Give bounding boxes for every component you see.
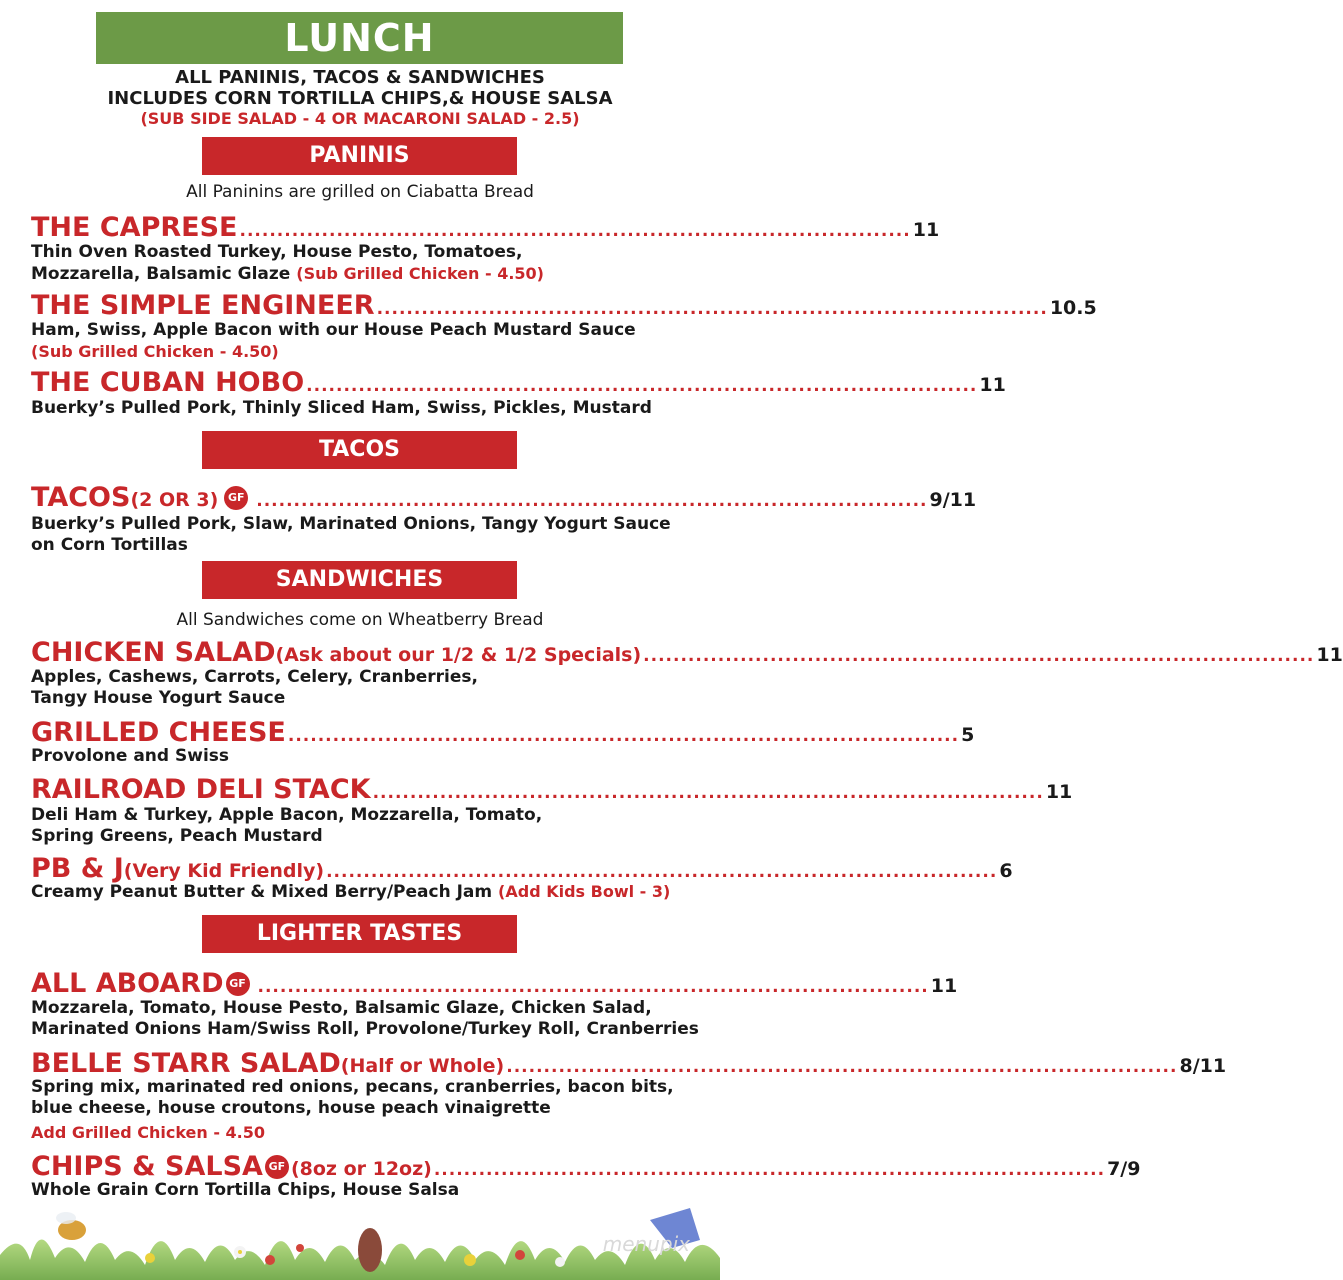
description-line: Spring mix, marinated red onions, pecans, cranberries, bacon bits, xyxy=(31,1077,674,1097)
item-description xyxy=(31,1077,711,1119)
menu-item-belle-starr-salad xyxy=(31,1048,1227,1080)
item-description xyxy=(31,881,711,903)
item-note: (8oz or 12oz) xyxy=(290,1158,432,1180)
description-line: Buerky’s Pulled Pork, Slaw, Marinated Onions, Tangy Yogurt Sauce xyxy=(31,514,671,534)
description-line: Ham, Swiss, Apple Bacon with our House Peach Mustard Sauce xyxy=(31,320,636,340)
item-description xyxy=(31,242,711,285)
item-price: 11 xyxy=(1316,644,1343,666)
dot-leader: .......................................................................................... xyxy=(256,491,928,511)
item-name: TACOS xyxy=(31,482,131,513)
item-price: 11 xyxy=(979,374,1006,396)
sub-option: (Sub Grilled Chicken - 4.50) xyxy=(296,264,544,283)
dot-leader: .......................................................................................... xyxy=(372,783,1044,803)
sub-option: (Sub Grilled Chicken - 4.50) xyxy=(31,342,279,361)
item-description xyxy=(31,1180,711,1201)
description-line: Whole Grain Corn Tortilla Chips, House Salsa xyxy=(31,1180,460,1200)
item-note: (Half or Whole) xyxy=(340,1055,505,1077)
item-price: 7/9 xyxy=(1107,1158,1141,1180)
menu-item-chicken-salad xyxy=(31,637,1343,669)
description-line: Provolone and Swiss xyxy=(31,746,230,766)
item-name: THE CUBAN HOBO xyxy=(31,367,305,398)
menu-item-grilled-cheese xyxy=(31,717,975,749)
dot-leader: .......................................................................................... xyxy=(506,1057,1178,1077)
item-description xyxy=(31,805,711,847)
dot-leader: .......................................................................................... xyxy=(643,646,1315,666)
item-price: 10.5 xyxy=(1049,297,1097,319)
item-name: PB & J xyxy=(31,853,124,884)
dot-leader: .......................................................................................... xyxy=(257,977,929,997)
description-line: blue cheese, house croutons, house peach vinaigrette xyxy=(31,1098,551,1118)
description-line: Tangy House Yogurt Sauce xyxy=(31,688,286,708)
item-name: RAILROAD DELI STACK xyxy=(31,774,371,805)
gluten-free-badge-icon: GF xyxy=(265,1155,289,1179)
item-name: BELLE STARR SALAD xyxy=(31,1048,341,1079)
dot-leader: .......................................................................................... xyxy=(239,221,911,241)
section-title-tacos: TACOS xyxy=(202,431,517,469)
gluten-free-badge-icon: GF xyxy=(224,486,248,510)
item-note: (Ask about our 1/2 & 1/2 Specials) xyxy=(275,644,642,666)
item-name: GRILLED CHEESE xyxy=(31,717,286,748)
section-title-paninis: PANINIS xyxy=(202,137,517,175)
description-line: on Corn Tortillas xyxy=(31,535,188,555)
dot-leader: .......................................................................................... xyxy=(433,1160,1106,1180)
description-line: Buerky’s Pulled Pork, Thinly Sliced Ham, Swiss, Pickles, Mustard xyxy=(31,398,652,418)
description-line: Mozzarella, Balsamic Glaze xyxy=(31,264,297,284)
item-name: ALL ABOARD xyxy=(31,968,224,999)
section-title-lighter-tastes: LIGHTER TASTES xyxy=(202,915,517,953)
item-description xyxy=(31,746,711,767)
section-note-paninis: All Paninins are grilled on Ciabatta Bread xyxy=(186,182,534,202)
dot-leader: .......................................................................................... xyxy=(376,299,1048,319)
item-price: 9/11 xyxy=(929,489,977,511)
item-description xyxy=(31,320,711,362)
item-description xyxy=(31,398,711,419)
item-note: (Very Kid Friendly) xyxy=(123,860,325,882)
menu-item-tacos xyxy=(31,482,977,514)
description-line: Mozzarela, Tomato, House Pesto, Balsamic Glaze, Chicken Salad, xyxy=(31,998,652,1018)
watermark: menupix xyxy=(602,1232,690,1256)
menu-item-cuban-hobo xyxy=(31,367,1006,399)
item-price: 11 xyxy=(930,975,958,997)
item-name: THE CAPRESE xyxy=(31,212,238,243)
item-description xyxy=(31,514,711,556)
dot-leader: .......................................................................................... xyxy=(306,376,978,396)
item-description xyxy=(31,998,711,1040)
menu-item-all-aboard xyxy=(31,968,958,1000)
description-line: Marinated Onions Ham/Swiss Roll, Provolone/Turkey Roll, Cranberries xyxy=(31,1019,699,1039)
item-price: 11 xyxy=(912,219,940,241)
item-price: 11 xyxy=(1045,781,1073,803)
item-price: 8/11 xyxy=(1179,1055,1227,1077)
description-line: Creamy Peanut Butter & Mixed Berry/Peach Jam xyxy=(31,882,499,902)
description-line: Spring Greens, Peach Mustard xyxy=(31,826,323,846)
add-on-option: (Add Kids Bowl - 3) xyxy=(498,882,671,901)
section-title-sandwiches: SANDWICHES xyxy=(202,561,517,599)
item-price: 5 xyxy=(961,724,975,746)
description-line: Deli Ham & Turkey, Apple Bacon, Mozzarella, Tomato, xyxy=(31,805,543,825)
add-on-option: Add Grilled Chicken - 4.50 xyxy=(31,1123,266,1142)
intro-line-3: (SUB SIDE SALAD - 4 OR MACARONI SALAD - 2.5) xyxy=(140,109,580,128)
item-note: (2 OR 3) xyxy=(130,489,219,511)
dot-leader: .......................................................................................... xyxy=(326,862,998,882)
section-note-sandwiches: All Sandwiches come on Wheatberry Bread xyxy=(176,610,544,630)
item-name: CHIPS & SALSA xyxy=(31,1151,263,1182)
item-price: 6 xyxy=(999,860,1013,882)
item-name: THE SIMPLE ENGINEER xyxy=(31,290,375,321)
menu-title: LUNCH xyxy=(96,12,623,64)
description-line: Apples, Cashews, Carrots, Celery, Cranberries, xyxy=(31,667,478,687)
description-line: Thin Oven Roasted Turkey, House Pesto, Tomatoes, xyxy=(31,242,523,262)
gluten-free-badge-icon: GF xyxy=(226,972,250,996)
dot-leader: .......................................................................................... xyxy=(287,726,960,746)
menu-item-railroad-deli-stack xyxy=(31,774,1073,806)
menu-item-chips-and-salsa xyxy=(31,1151,1141,1183)
item-name: CHICKEN SALAD xyxy=(31,637,276,668)
intro-line-1: ALL PANINIS, TACOS & SANDWICHES xyxy=(175,67,545,88)
item-description xyxy=(31,667,711,709)
menu-item-simple-engineer xyxy=(31,290,1097,322)
leaf-icon xyxy=(358,1228,382,1272)
menu-item-caprese xyxy=(31,212,940,244)
intro-line-2: INCLUDES CORN TORTILLA CHIPS,& HOUSE SALSA xyxy=(107,88,613,109)
